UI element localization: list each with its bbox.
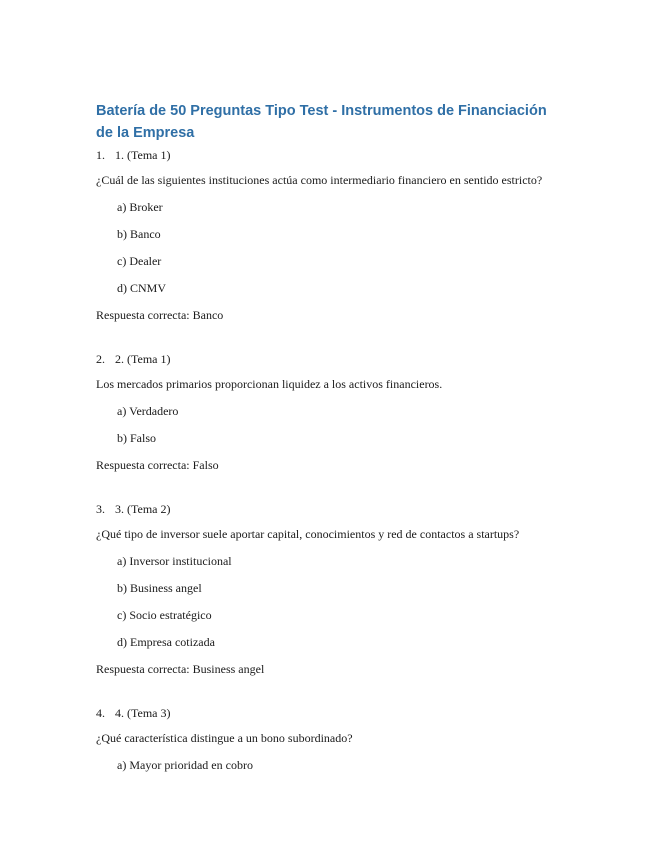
question-2 bbox=[96, 350, 566, 474]
question-topic: 3. (Tema 2) bbox=[115, 502, 171, 516]
question-number: 4. bbox=[96, 706, 105, 720]
option-b: b) Business angel bbox=[117, 581, 202, 595]
option-c: c) Socio estratégico bbox=[117, 608, 212, 622]
option-a: a) Mayor prioridad en cobro bbox=[117, 758, 253, 772]
question-header bbox=[96, 350, 566, 368]
option-b: b) Banco bbox=[117, 227, 161, 241]
question-topic: 4. (Tema 3) bbox=[115, 706, 171, 720]
option-d: d) Empresa cotizada bbox=[117, 635, 215, 649]
question-text: ¿Qué característica distingue a un bono subordinado? bbox=[96, 731, 353, 745]
question-3 bbox=[96, 500, 566, 678]
question-number: 3. bbox=[96, 502, 105, 516]
question-1 bbox=[96, 146, 566, 324]
option-b: b) Falso bbox=[117, 431, 156, 445]
question-text: ¿Cuál de las siguientes instituciones actúa como intermediario financiero en sentido estricto? bbox=[96, 173, 543, 187]
correct-answer: Respuesta correcta: Falso bbox=[96, 458, 219, 472]
correct-answer: Respuesta correcta: Banco bbox=[96, 308, 224, 322]
question-text: ¿Qué tipo de inversor suele aportar capital, conocimientos y red de contactos a startups? bbox=[96, 527, 520, 541]
question-topic: 1. (Tema 1) bbox=[115, 148, 171, 162]
option-c: c) Dealer bbox=[117, 254, 162, 268]
option-a: a) Broker bbox=[117, 200, 163, 214]
question-4 bbox=[96, 704, 566, 774]
question-topic: 2. (Tema 1) bbox=[115, 352, 171, 366]
document-page bbox=[96, 100, 566, 774]
option-d: d) CNMV bbox=[117, 281, 167, 295]
question-header bbox=[96, 500, 566, 518]
question-header bbox=[96, 146, 566, 164]
question-text: Los mercados primarios proporcionan liquidez a los activos financieros. bbox=[96, 377, 443, 391]
question-number: 1. bbox=[96, 148, 105, 162]
question-number: 2. bbox=[96, 352, 105, 366]
correct-answer: Respuesta correcta: Business angel bbox=[96, 662, 265, 676]
option-a: a) Inversor institucional bbox=[117, 554, 232, 568]
document-title: Batería de 50 Preguntas Tipo Test - Instrumentos de Financiación de la Empresa bbox=[96, 103, 547, 141]
question-header bbox=[96, 704, 566, 722]
option-a: a) Verdadero bbox=[117, 404, 179, 418]
